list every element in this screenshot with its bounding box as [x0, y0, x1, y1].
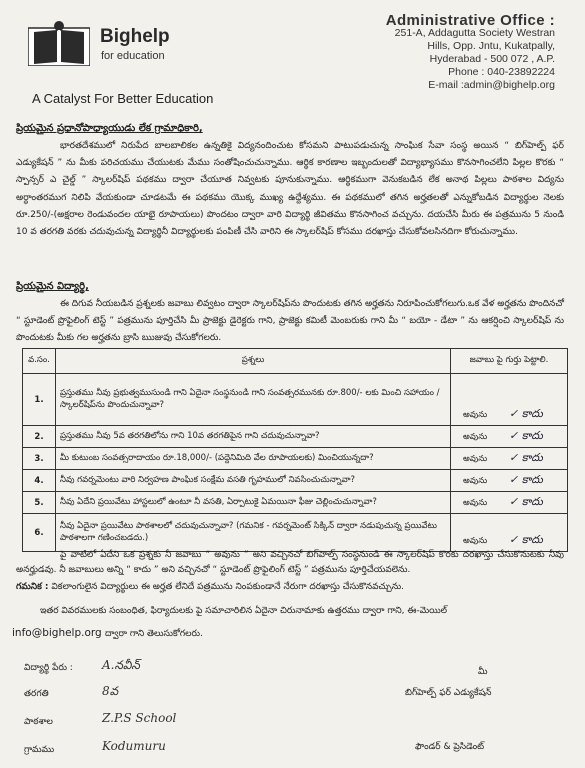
note-text: వికలాంగులైన విద్యార్థులు ఈ అర్హత లేనిదే పత్రమును నింపకుండానే నేరుగా దరఖాస్తు చేసుకొనవచ్చును. — [51, 582, 404, 592]
row-number: 2. — [23, 426, 56, 448]
row-number: 1. — [23, 374, 56, 426]
question-text: ప్రస్తుతము నీవు 5వ తరగతిలోను గాని 10వ తరగతిపైన గాని చదువుచున్నావా? — [56, 426, 451, 448]
village-label: గ్రామము — [24, 745, 55, 755]
question-text: ప్రస్తుతము నీవు ప్రభుత్వముసుండి గాని ఏదైనా సంస్థనుండి గాని సంవత్సరమునకు రూ.800/- లకు మించి సహాయం / స్కాలర్‌షిప్‌ను పొందుచున్నావా? — [56, 374, 451, 426]
village-value[interactable]: Kodumuru — [102, 739, 166, 753]
signature-mee: మీ — [478, 667, 488, 677]
table-row — [23, 470, 568, 492]
address-line: Hills, Opp. Jntu, Kukatpally, — [427, 40, 555, 52]
signature-org: బిగ్‌హెల్ప్ ఫర్ ఎడ్యుకేషన్ — [405, 688, 492, 698]
open-book-logo-icon — [28, 20, 90, 66]
disqualification-line: పై వాటిలో ఏదేని ఒక ప్రశ్నకు నీ జవాబు “ అవును ” అని వచ్చినచో బిగ్‌హెల్ప్ సంస్థనుండి ఈ స్కాలర్‌షిప్ కొరకు దరఖాస్తు చేసుకొనుటకు నీవు అనర్హుడవు. నీ జవాబులు అన్ని “ కాదు ” అని వచ్చినచో “ స్టూడెంట్ ప్రొఫైలింగ్ టెస్ట్ ” పత్రమును పూర్తిచేయవలెను. — [16, 550, 564, 575]
answer-cell[interactable] — [451, 426, 568, 448]
salutation-headmaster: ప్రియమైన ప్రధానోపాధ్యాయుడు లేక గ్రామాధికారి, — [16, 123, 203, 134]
class-value[interactable]: 8వ — [102, 684, 119, 698]
salutation-student: ప్రియమైన విద్యార్థి, — [16, 281, 89, 292]
phone-line: Phone : 040-23892224 — [448, 66, 555, 78]
signature-title: ఫౌండర్ & ప్రెసిడెంట్ — [415, 742, 485, 752]
table-row — [23, 514, 568, 552]
question-text: నీవు గవర్నమెంటు వారి నిర్వహణ పాంఘిక సంక్షేమ వసతి గృహములో నివసించుచున్నావా? — [56, 470, 451, 492]
brand-name: Bighelp — [100, 26, 170, 47]
tick-mark-icon: ✓ కాదు — [509, 451, 543, 464]
class-label: తరగతి — [24, 689, 49, 699]
answer-cell[interactable] — [451, 448, 568, 470]
answer-yes-label: అవును — [463, 498, 488, 508]
answer-cell[interactable] — [451, 470, 568, 492]
table-row — [23, 492, 568, 514]
answer-cell[interactable] — [451, 514, 568, 552]
tagline: A Catalyst For Better Education — [32, 91, 214, 106]
table-row — [23, 426, 568, 448]
student-name-value[interactable]: A.నవీన్ — [102, 658, 140, 672]
instruction-paragraph — [16, 296, 564, 348]
instruction-text: ఈ దిగువ నీయబడిన ప్రశ్నలకు జవాబు లివ్వటం ద్వారా స్కాలర్‌షిప్‌ను పొందుటకు తగిన అర్హతను నిరూపించుకోగలుగు.ఒక వేళ అర్హతను పొందినచో “ స్టూడెంట్ ప్రొఫైలింగ్ టెస్ట్ ” పత్రమును పూర్తిచేసి మీ ప్రాజెక్టు డైరెక్టరు గాని, ప్రాజెక్టు కమిటీ మెంబరుకు గాని మీ “ బయో - డేటా ” ను ఆకర్షించి స్కాలర్‌షిప్ ను పొందుటకు మీకు గల అర్హతను బ్రాసి ఋజువు చేసుకోగలరు. — [16, 299, 565, 344]
contact-line — [16, 604, 564, 619]
school-label: పాఠశాల — [24, 717, 53, 727]
table-row — [23, 374, 568, 426]
office-address-block — [386, 14, 555, 92]
question-text: మీ కుటుంబ సంవత్సరాదాయం రూ.18,000/- (పద్దెనిమిది వేల రూపాయలకు) మించియున్నదా? — [56, 448, 451, 470]
question-text: నీవు ఏదేని ప్రయివేటు హాస్టలులో ఉంటూ నీ వసతి, ఏర్పాటుకై ఏమయినా ఫీజు చెల్లించుచున్నావా? — [56, 492, 451, 514]
table-row — [23, 448, 568, 470]
col-header-sno: వ.సం. — [23, 349, 56, 374]
contact-email-suffix: ద్వారా గాని తెలుసుకోగలరు. — [105, 629, 203, 639]
intro-text: భారతదేశములో నిరుపేద బాలబాలికల ఉన్నతికై విద్యనందించుట కోసమని పాటుపడుచున్న సాంఘిక సేవా సంస్థ అయిన “ బిగ్‌హెల్ప్ ఫర్ ఎడ్యుకేషన్ ” ను మీకు పరిచయము చేయుటకు మేము సంతోషించుచున్నాము. ఆర్థిక కారణాల ఇబ్బందులతో విద్యాభ్యాసము కొనసాగించలేని పిల్లల కొరకు “ స్పాన్సర్ ఎ చైల్డ్ ” స్కాలర్‌షిప్ పథకము ద్వారా చేయూత నివ్వటకు పూనుకున్నాము. ఆర్థికముగా వెనుకబడిన లేక అనాథ పిల్లలు పాఠశాల విద్యను అర్ధాంతరముగ నిలిపి వేయకుండా చూడటమే ఈ పథకము యొక్క ముఖ్య ఉద్దేశ్యము. ఈ పథకములో తగిన అర్హతలతో ఎన్నుకోబడిన విద్యార్థుల నెలకు రూ.250/-(అక్షరాల రెండువందల యాభై రూపాయలు) పొందటం ద్వారా వారి విద్యార్థి జీవితము కొనసాగించ వచ్చును. దయచేసి మీరు ఈ పత్రమును 5 నుండి 10 వ తరగతి వరకు చదువుచున్న విద్యార్థినీ విద్యార్థులకు పంపిణీ చేసి వారిని ఈ స్కాలర్‌షిప్ కోసము దరఖాస్తు చేసుకోవలసినదిగా కోరుచున్నాము. — [16, 141, 564, 238]
disqualification-text — [16, 548, 564, 578]
tick-mark-icon: ✓ కాదు — [509, 495, 543, 508]
table-header-row — [23, 349, 568, 374]
col-header-questions: ప్రశ్నలు — [56, 349, 451, 374]
email-line: E-mail :admin@bighelp.org — [428, 79, 555, 91]
tick-mark-icon: ✓ కాదు — [509, 407, 543, 420]
school-value[interactable]: Z.P.S School — [102, 711, 177, 725]
answer-yes-label: అవును — [463, 454, 488, 464]
row-number: 6. — [23, 514, 56, 552]
question-text: నీవు ఏదైనా ప్రయివేటు పాఠశాలలో చదువుచున్నావా? (గమనిక - గవర్నమెంట్ సిక్కిన్ ద్వారా నడుపుచున్న ప్రయివేటు పాఠశాలగా గణించబడదు.) — [56, 514, 451, 552]
col-header-answer: జవాబు పై గుర్తు పెట్టాలి. — [451, 349, 568, 374]
tick-mark-icon: ✓ కాదు — [509, 533, 543, 546]
intro-paragraph — [16, 138, 564, 241]
note-label: గమనిక : — [16, 582, 49, 592]
contact-email-line — [12, 627, 203, 641]
tick-mark-icon: ✓ కాదు — [509, 473, 543, 486]
tick-mark-icon: ✓ కాదు — [509, 429, 543, 442]
contact-text: ఇతర వివరములకు సంబంధిత, ఫిర్యాదులకు పై సమాచారిలిన ఏదైనా చిరునామాకు ఉత్తరము ద్వారా గాని, ఈ-మెయిల్ — [40, 606, 448, 616]
row-number: 4. — [23, 470, 56, 492]
contact-email[interactable]: info@bighelp.org — [12, 627, 102, 639]
address-line: Hyderabad - 500 072 , A.P. — [429, 53, 555, 65]
row-number: 3. — [23, 448, 56, 470]
answer-yes-label: అవును — [463, 410, 488, 420]
brand-sub: for education — [101, 50, 165, 62]
address-line: 251-A, Addagutta Society Westran — [394, 27, 555, 39]
office-title: Administrative Office : — [385, 12, 555, 29]
row-number: 5. — [23, 492, 56, 514]
answer-yes-label: అవును — [463, 476, 488, 486]
answer-cell[interactable] — [451, 374, 568, 426]
note-line — [16, 580, 564, 595]
answer-yes-label: అవును — [463, 432, 488, 442]
student-name-label: విద్యార్థి పేరు : — [24, 663, 73, 673]
answer-yes-label: అవును — [463, 536, 488, 546]
answer-cell[interactable] — [451, 492, 568, 514]
eligibility-table — [22, 348, 568, 552]
